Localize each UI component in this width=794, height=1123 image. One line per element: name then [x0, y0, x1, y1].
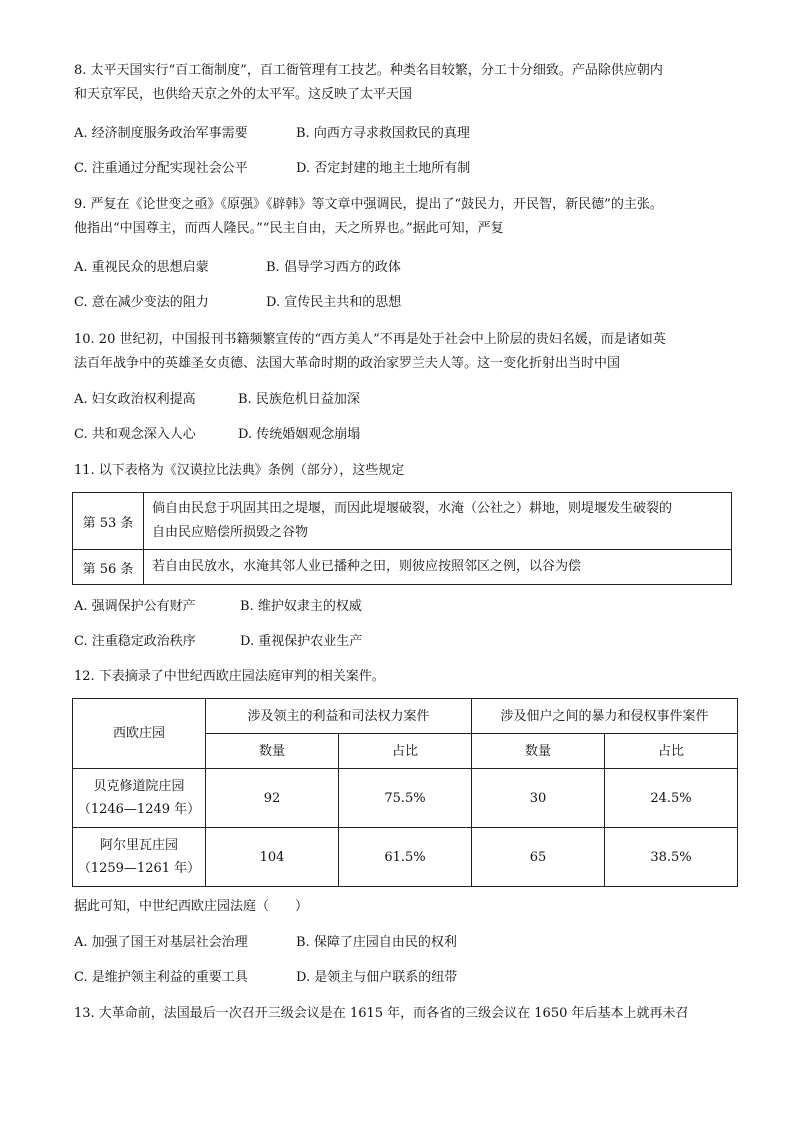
q8-stem-line-1: 8. 太平天国实行“百工衙制度”，百工衙管理有工技艺。种类名目较繁，分工十分细致。产品除供应朝内 [74, 63, 663, 78]
subheader-count-2: 数量 [472, 734, 605, 769]
q11-option-d: D. 重视保护农业生产 [240, 634, 363, 649]
manor-court-table [72, 698, 738, 887]
q12-option-a: A. 加强了国王对基层社会治理 [74, 935, 248, 950]
subheader-share-2: 占比 [605, 734, 738, 769]
subheader-count-1: 数量 [206, 734, 339, 769]
article-53-text [144, 493, 732, 550]
lord-case-count: 92 [206, 769, 339, 828]
q10-option-a: A. 妇女政治权利提高 [74, 392, 196, 407]
manor-years: （1246—1249 年） [77, 802, 201, 817]
table-row [73, 769, 738, 828]
q10-stem-line-1: 10. 20 世纪初，中国报刊书籍频繁宣传的“西方美人”不再是处于社会中上阶层的贵妇名媛，而是诸如英 [74, 332, 666, 347]
table-row [73, 493, 732, 550]
table-row [73, 828, 738, 887]
q11-option-b: B. 维护奴隶主的权威 [240, 599, 362, 614]
q9-option-a: A. 重视民众的思想启蒙 [74, 260, 209, 275]
manor-name-cell [73, 828, 206, 887]
header-manor: 西欧庄园 [73, 699, 206, 769]
q12-tail: 据此可知，中世纪西欧庄园法庭（ ） [74, 899, 309, 914]
q9-option-c: C. 意在减少变法的阻力 [74, 295, 209, 310]
q9-stem-line-2: 他指出“中国尊主，而西人隆民。”“民主自由，天之所界也。”据此可知，严复 [74, 221, 504, 236]
tenant-case-share: 38.5% [605, 828, 738, 887]
article-56-text: 若自由民放水，水淹其邻人业已播种之田，则彼应按照邻区之例，以谷为偿 [144, 550, 732, 585]
q9-option-b: B. 倡导学习西方的政体 [266, 260, 401, 275]
q9-stem-line-1: 9. 严复在《论世变之亟》《原强》《辟韩》等文章中强调民，提出了“鼓民力，开民智，新民德”的主张。 [74, 197, 663, 212]
lord-case-share: 61.5% [339, 828, 472, 887]
tenant-case-count: 65 [472, 828, 605, 887]
q10-option-b: B. 民族危机日益加深 [238, 392, 360, 407]
q10-stem-line-2: 法百年战争中的英雄圣女贞德、法国大革命时期的政治家罗兰夫人等。这一变化折射出当时中国 [74, 356, 621, 371]
q9-option-d: D. 宣传民主共和的思想 [266, 295, 402, 310]
q12-option-b: B. 保障了庄园自由民的权利 [296, 935, 457, 950]
lord-case-count: 104 [206, 828, 339, 887]
q8-stem-line-2: 和天京军民，也供给天京之外的太平军。这反映了太平天国 [74, 87, 413, 102]
q11-option-c: C. 注重稳定政治秩序 [74, 634, 196, 649]
tenant-case-share: 24.5% [605, 769, 738, 828]
q10-option-c: C. 共和观念深入人心 [74, 427, 196, 442]
q8-option-b: B. 向西方寻求救国救民的真理 [296, 126, 470, 141]
header-tenant-cases: 涉及佃户之间的暴力和侵权事件案件 [472, 699, 738, 734]
q13-stem-line-1: 13. 大革命前，法国最后一次召开三级会议是在 1615 年，而各省的三级会议在 1650 年后基本上就再未召 [74, 1006, 689, 1021]
q11-stem: 11. 以下表格为《汉谟拉比法典》条例（部分），这些规定 [74, 463, 405, 478]
manor-name: 阿尔里瓦庄园 [99, 838, 178, 853]
q12-option-d: D. 是领主与佃户联系的纽带 [296, 970, 458, 985]
article-53-label: 第 53 条 [73, 493, 144, 550]
q11-option-a: A. 强调保护公有财产 [74, 599, 196, 614]
subheader-share-1: 占比 [339, 734, 472, 769]
manor-years: （1259—1261 年） [77, 861, 201, 876]
q12-option-c: C. 是维护领主利益的重要工具 [74, 970, 248, 985]
header-lord-cases: 涉及领主的利益和司法权力案件 [206, 699, 472, 734]
lord-case-share: 75.5% [339, 769, 472, 828]
article-56-label: 第 56 条 [73, 550, 144, 585]
manor-name: 贝克修道院庄园 [93, 779, 185, 794]
article-53-line-1: 倘自由民怠于巩固其田之堤堰，而因此堤堰破裂，水淹（公社之）耕地，则堤堰发生破裂的 [152, 501, 673, 516]
q12-stem: 12. 下表摘录了中世纪西欧庄园法庭审判的相关案件。 [74, 669, 385, 684]
q8-option-d: D. 否定封建的地主土地所有制 [296, 161, 471, 176]
q10-option-d: D. 传统婚姻观念崩塌 [238, 427, 361, 442]
table-row [73, 550, 732, 585]
q8-option-a: A. 经济制度服务政治军事需要 [74, 126, 248, 141]
q8-option-c: C. 注重通过分配实现社会公平 [74, 161, 248, 176]
tenant-case-count: 30 [472, 769, 605, 828]
hammurabi-table [72, 492, 732, 585]
table-header-row [73, 699, 738, 734]
article-53-line-2: 自由民应赔偿所损毁之谷物 [152, 525, 309, 540]
manor-name-cell [73, 769, 206, 828]
